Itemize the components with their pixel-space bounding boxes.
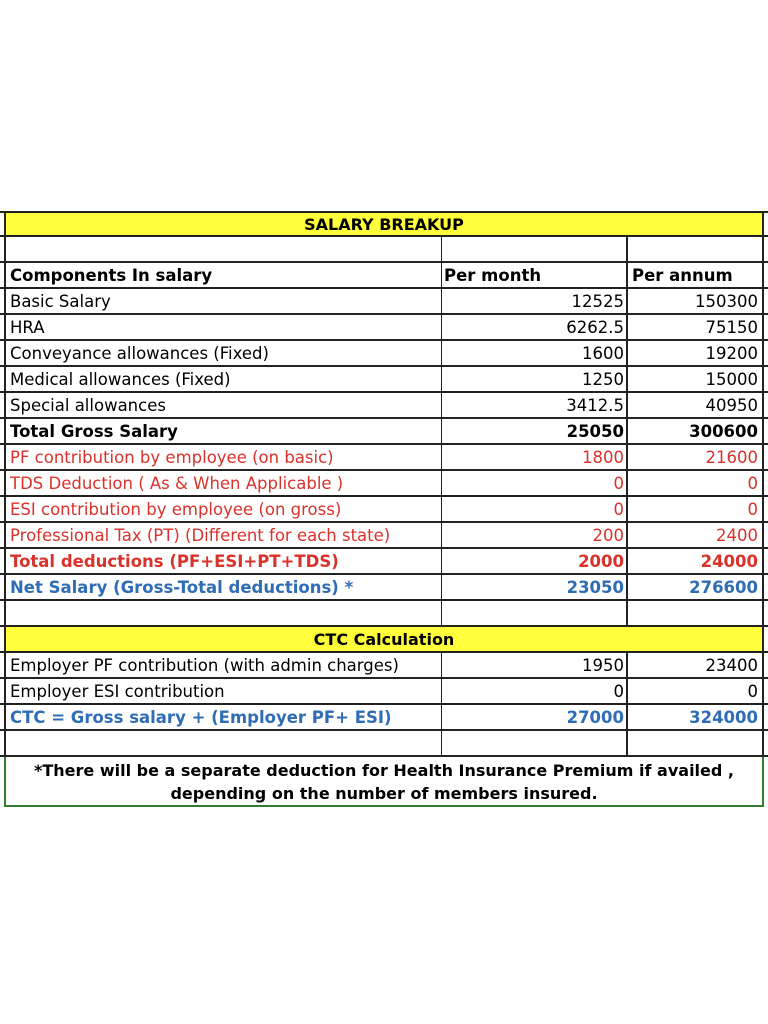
blank-cell — [442, 601, 628, 625]
component-label: Net Salary (Gross-Total deductions) * — [4, 575, 442, 599]
blank-cell — [4, 237, 442, 261]
component-label: Total deductions (PF+ESI+PT+TDS) — [4, 549, 442, 573]
blank-cell — [4, 601, 442, 625]
per-annum-value: 300600 — [628, 419, 764, 443]
per-annum-value: 24000 — [628, 549, 764, 573]
salary-row — [0, 471, 768, 497]
salary-row — [0, 341, 768, 367]
per-annum-value: 0 — [628, 497, 764, 521]
component-label: Special allowances — [4, 393, 442, 417]
per-annum-value: 23400 — [628, 653, 764, 677]
salary-row — [0, 289, 768, 315]
per-annum-value: 75150 — [628, 315, 764, 339]
sheet-title: SALARY BREAKUP — [4, 213, 764, 235]
per-month-value: 12525 — [442, 289, 628, 313]
ctc-rows — [0, 653, 768, 731]
component-label: Professional Tax (PT) (Different for each state) — [4, 523, 442, 547]
per-annum-value: 21600 — [628, 445, 764, 469]
blank-row — [0, 601, 768, 627]
per-month-value: 2000 — [442, 549, 628, 573]
per-annum-value: 2400 — [628, 523, 764, 547]
per-month-value: 0 — [442, 679, 628, 703]
header-per-annum: Per annum — [628, 263, 764, 287]
per-month-value: 0 — [442, 497, 628, 521]
per-month-value: 200 — [442, 523, 628, 547]
per-month-value: 1950 — [442, 653, 628, 677]
per-month-value: 1600 — [442, 341, 628, 365]
per-month-value: 1250 — [442, 367, 628, 391]
per-annum-value: 0 — [628, 471, 764, 495]
header-row — [0, 263, 768, 289]
salary-row — [0, 445, 768, 471]
salary-row — [0, 497, 768, 523]
component-label: Total Gross Salary — [4, 419, 442, 443]
ctc-row — [0, 705, 768, 731]
ctc-title: CTC Calculation — [4, 627, 764, 651]
component-label: Employer ESI contribution — [4, 679, 442, 703]
per-annum-value: 15000 — [628, 367, 764, 391]
note-line-2: depending on the number of members insured. — [170, 784, 598, 803]
per-month-value: 23050 — [442, 575, 628, 599]
component-label: TDS Deduction ( As & When Applicable ) — [4, 471, 442, 495]
blank-cell — [442, 237, 628, 261]
per-annum-value: 324000 — [628, 705, 764, 729]
per-month-value: 3412.5 — [442, 393, 628, 417]
component-label: ESI contribution by employee (on gross) — [4, 497, 442, 521]
salary-row — [0, 419, 768, 445]
per-month-value: 25050 — [442, 419, 628, 443]
component-label: PF contribution by employee (on basic) — [4, 445, 442, 469]
note-line-1: *There will be a separate deduction for Health Insurance Premium if availed , — [34, 761, 734, 780]
blank-row — [0, 731, 768, 757]
ctc-row — [0, 679, 768, 705]
salary-row — [0, 575, 768, 601]
blank-cell — [628, 731, 764, 755]
per-annum-value: 276600 — [628, 575, 764, 599]
per-month-value: 0 — [442, 471, 628, 495]
component-label: Employer PF contribution (with admin charges) — [4, 653, 442, 677]
blank-cell — [628, 237, 764, 261]
salary-row — [0, 549, 768, 575]
component-label: Conveyance allowances (Fixed) — [4, 341, 442, 365]
insurance-note — [4, 757, 764, 807]
per-month-value: 27000 — [442, 705, 628, 729]
per-annum-value: 150300 — [628, 289, 764, 313]
header-per-month: Per month — [442, 263, 628, 287]
ctc-row — [0, 653, 768, 679]
salary-row — [0, 315, 768, 341]
salary-rows — [0, 289, 768, 601]
blank-row — [0, 237, 768, 263]
salary-row — [0, 367, 768, 393]
salary-row — [0, 523, 768, 549]
per-month-value: 6262.5 — [442, 315, 628, 339]
component-label: HRA — [4, 315, 442, 339]
salary-sheet — [0, 211, 768, 807]
blank-cell — [442, 731, 628, 755]
per-annum-value: 0 — [628, 679, 764, 703]
component-label: CTC = Gross salary + (Employer PF+ ESI) — [4, 705, 442, 729]
component-label: Basic Salary — [4, 289, 442, 313]
header-components: Components In salary — [4, 263, 442, 287]
ctc-title-row — [0, 627, 768, 653]
title-row — [0, 211, 768, 237]
blank-cell — [628, 601, 764, 625]
per-annum-value: 19200 — [628, 341, 764, 365]
per-month-value: 1800 — [442, 445, 628, 469]
per-annum-value: 40950 — [628, 393, 764, 417]
salary-row — [0, 393, 768, 419]
component-label: Medical allowances (Fixed) — [4, 367, 442, 391]
blank-cell — [4, 731, 442, 755]
